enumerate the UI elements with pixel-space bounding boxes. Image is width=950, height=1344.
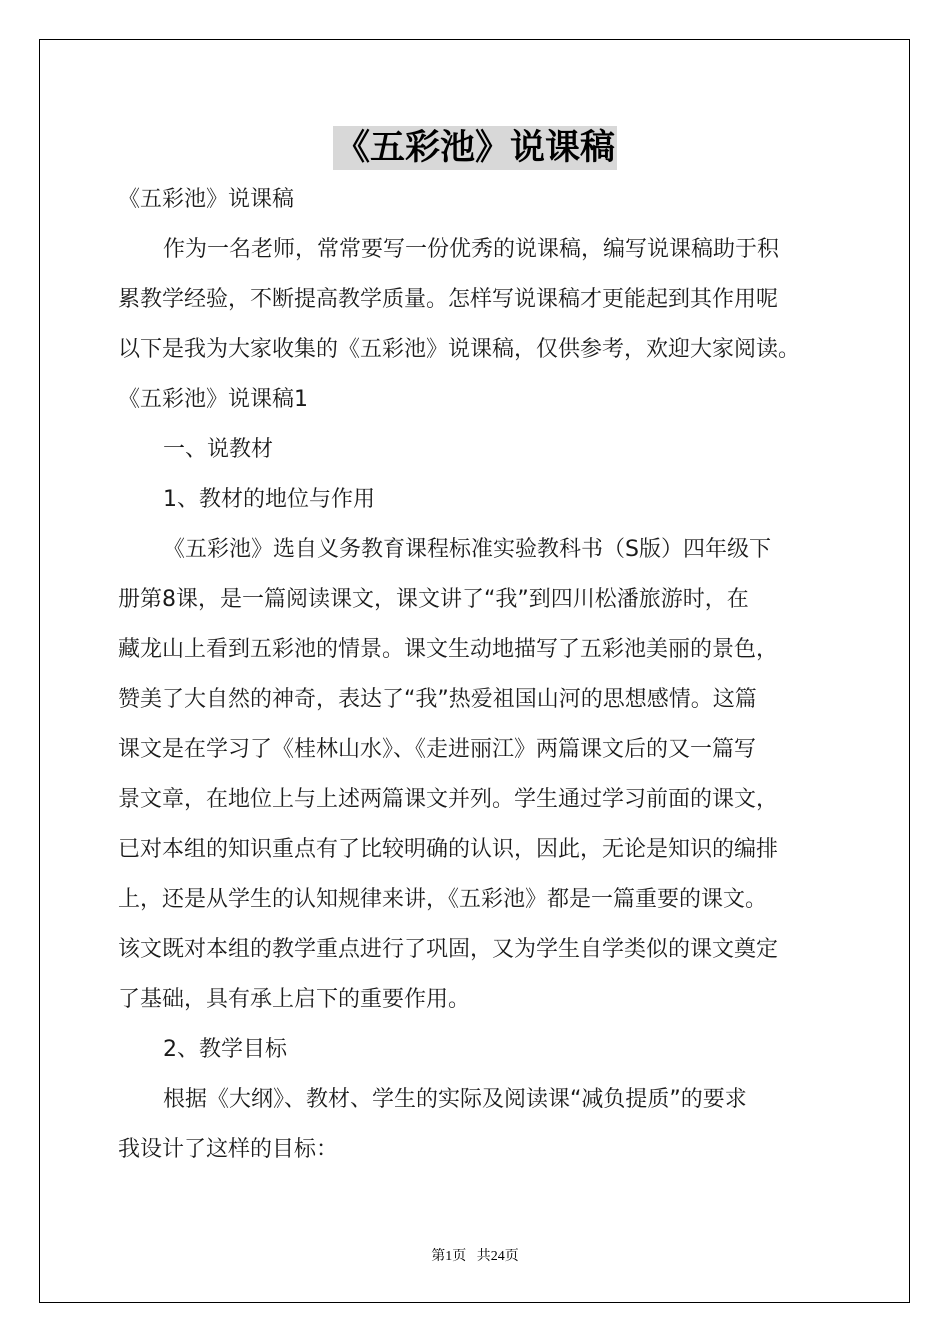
paragraph-line: 以下是我为大家收集的《五彩池》说课稿，仅供参考，欢迎大家阅读。: [118, 337, 801, 362]
section-heading: 1、教材的地位与作用: [163, 487, 375, 512]
section-heading: 一、说教材: [163, 437, 274, 462]
page-footer: 第1页 共24页: [431, 1249, 519, 1264]
paragraph-line: 我设计了这样的目标：: [118, 1137, 339, 1162]
paragraph-line: 赞美了大自然的神奇，表达了“我”热爱祖国山河的思想感情。这篇: [118, 687, 757, 712]
paragraph-line: 该文既对本组的教学重点进行了巩固，又为学生自学类似的课文奠定: [118, 937, 779, 962]
paragraph-line: 景文章，在地位上与上述两篇课文并列。学生通过学习前面的课文，: [118, 787, 779, 812]
paragraph-line: 藏龙山上看到五彩池的情景。课文生动地描写了五彩池美丽的景色，: [118, 637, 779, 662]
section-heading: 2、教学目标: [163, 1037, 287, 1062]
paragraph-line: 根据《大纲》、教材、学生的实际及阅读课“减负提质”的要求: [163, 1087, 747, 1112]
paragraph-line: 累教学经验，不断提高教学质量。怎样写说课稿才更能起到其作用呢: [118, 287, 779, 312]
paragraph-line: 作为一名老师，常常要写一份优秀的说课稿，编写说课稿助于积: [163, 237, 780, 262]
subtitle-line: 《五彩池》说课稿: [118, 187, 295, 212]
paragraph-line: 了基础，具有承上启下的重要作用。: [118, 987, 471, 1012]
paragraph-line: 已对本组的知识重点有了比较明确的认识，因此，无论是知识的编排: [118, 837, 779, 862]
paragraph-line: 课文是在学习了《桂林山水》、《走进丽江》两篇课文后的又一篇写: [118, 737, 757, 762]
section-heading: 《五彩池》说课稿1: [118, 387, 308, 412]
title-container: [0, 126, 950, 170]
paragraph-line: 上，还是从学生的认知规律来讲，《五彩池》都是一篇重要的课文。: [118, 887, 768, 912]
paragraph-line: 《五彩池》选自义务教育课程标准实验教科书（S版）四年级下: [163, 537, 771, 562]
document-title: 《五彩池》说课稿: [334, 127, 615, 168]
paragraph-line: 册第8课，是一篇阅读课文，课文讲了“我”到四川松潘旅游时，在: [118, 587, 749, 612]
